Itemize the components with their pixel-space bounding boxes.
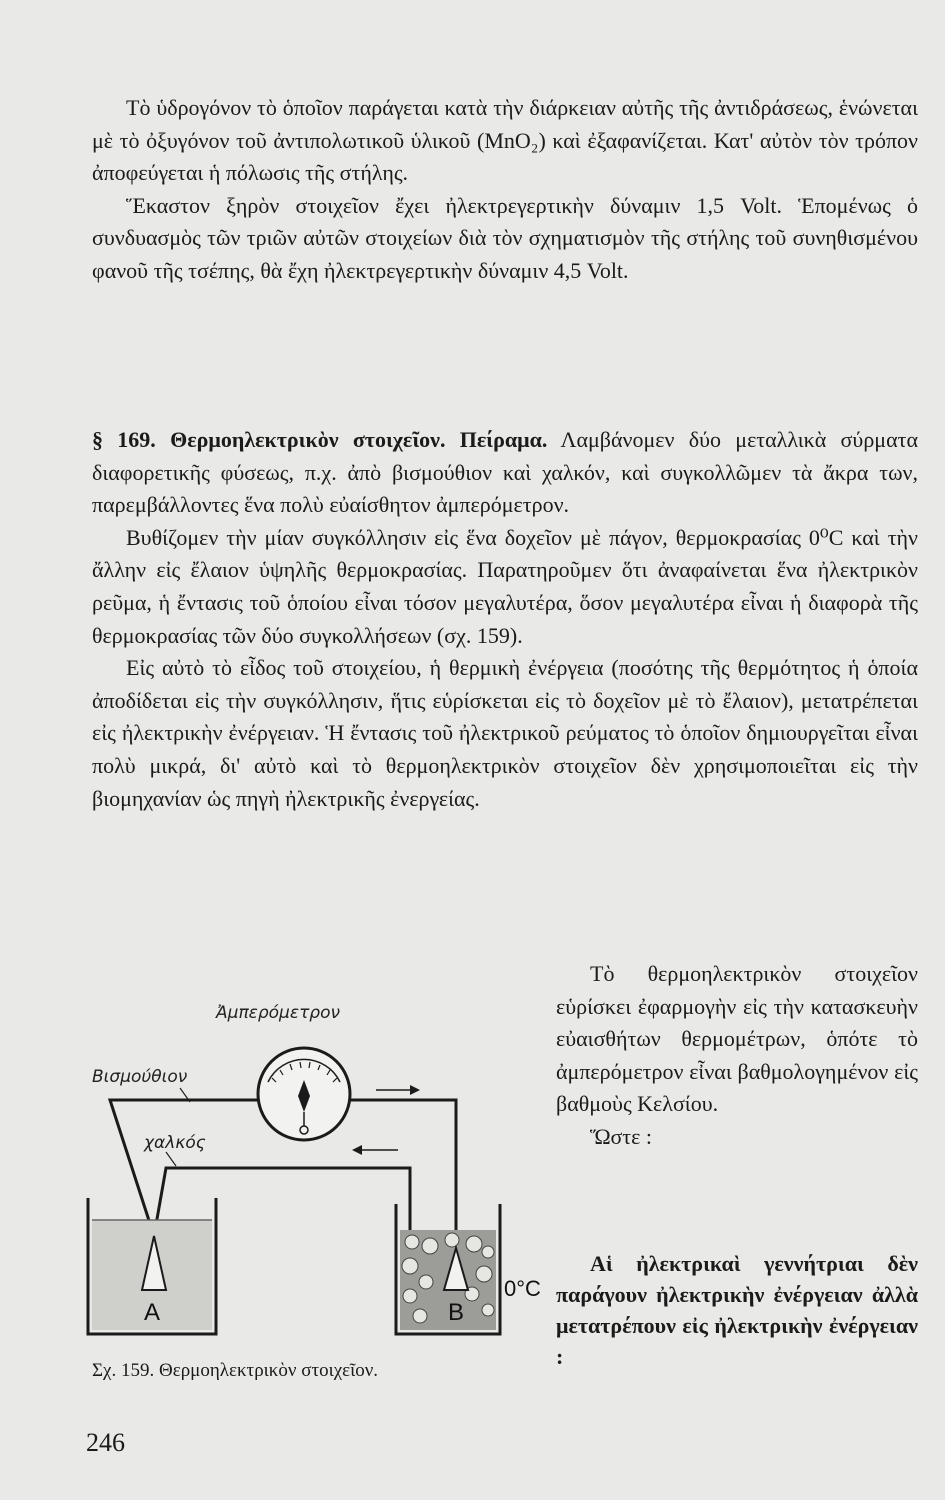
ice-beaker [396, 1204, 500, 1334]
section-169 [92, 424, 918, 815]
bold-statement-block [556, 1248, 918, 1372]
thermocouple-figure [80, 990, 550, 1360]
junction-b-label: B [448, 1299, 465, 1326]
conclusion-lead: Ὥστε : [590, 1123, 652, 1149]
junction-a-label: A [144, 1299, 161, 1326]
temperature-label: 0°C [504, 1276, 541, 1301]
bismuth-wire-right [350, 1100, 456, 1248]
ammeter-dial [258, 1048, 350, 1140]
figure-caption: Σχ. 159. Θερμοηλεκτρικὸν στοιχεῖον. [92, 1360, 379, 1381]
section-intro-text: Λαμβάνομεν δύο μεταλλικὰ σύρματα διαφορετικῆς φύσεως, π.χ. ἀπὸ βισμούθιον καὶ χαλκόν, καὶ συγκολλῶμεν τὰ ἄκρα των, παρεμβάλλοντες ἕνα πολὺ εὐαίσθητον ἀμπερόμετρον. [92, 427, 918, 518]
section-intro [92, 424, 918, 522]
page-number: 246 [86, 1428, 125, 1457]
bismuth-label: Βισμούθιον [92, 1067, 188, 1087]
ammeter-label: Ἀμπερόμετρον [216, 1003, 340, 1023]
current-arrow-bottom [352, 1145, 398, 1155]
section-heading: § 169. Θερμοηλεκτρικὸν στοιχεῖον. Πείραμα. [92, 427, 548, 452]
paragraph-application: Τὸ θερμοηλεκτρικὸν στοιχεῖον εὑρίσκει ἐφαρμογὴν εἰς τὴν κατασκευὴν εὐαισθήτων θερμομέτρων, ὁπότε τὸ ἀμπερόμετρον εἶναι βαθμολογημένον εἰς βαθμοὺς Κελσίου. [556, 961, 918, 1117]
paragraph-experiment: Βυθίζομεν τὴν μίαν συγκόλλησιν εἰς ἕνα δοχεῖον μὲ πάγον, θερμοκρασίας 0⁰C καὶ τὴν ἄλλην εἰς ἔλαιον ὑψηλῆς θερμοκρασίας. Παρατηροῦμεν ὅτι ἀναφαίνεται ἕνα ἠλεκτρικὸν ρεῦμα, ἡ ἔντασις τοῦ ὁποίου εἶναι τόσον μεγαλυτέρα, ὅσον μεγαλυτέρα εἶναι ἡ διαφορὰ τῆς θερμοκρασίας τῶν δύο συγκολλήσεων (σχ. 159). [92, 524, 918, 648]
current-arrow-top [376, 1085, 420, 1095]
copper-label: χαλκός [144, 1133, 206, 1153]
oil-beaker [88, 1198, 216, 1334]
paragraph-hydrogen: Τὸ ὑδρογόνον τὸ ὁποῖον παράγεται κατὰ τὴν διάρκειαν αὐτῆς τῆς ἀντιδράσεως, ἑνώνεται μὲ τὸ ὀξυγόνον τοῦ ἀντιπολωτικοῦ ὑλικοῦ (MnO₂) καὶ ἐξαφανίζεται. Κατ' αὐτὸν τὸν τρόπον ἀποφεύγεται ἡ πόλωσις τῆς στήλης. [92, 95, 918, 186]
body-text-top [92, 92, 918, 288]
copper-leader [166, 1152, 176, 1166]
paragraph-dry-cell: Ἕκαστον ξηρὸν στοιχεῖον ἔχει ἠλεκτρεγερτικὴν δύναμιν 1,5 Volt. Ἑπομένως ὁ συνδυασμὸς τῶν τριῶν αὐτῶν στοιχείων διὰ τὸν σχηματισμὸν τῆς στήλης τοῦ συνηθισμένου φανοῦ τῆς τσέπης, θὰ ἔχη ἠλεκτρεγερτικὴν δύναμιν 4,5 Volt. [92, 192, 918, 283]
right-column-text [556, 958, 918, 1154]
paragraph-energy: Εἰς αὐτὸ τὸ εἶδος τοῦ στοιχείου, ἡ θερμικὴ ἐνέργεια (ποσότης τῆς θερμότητος ἡ ὁποία ἀποδίδεται εἰς τὴν συγκόλλησιν, ἥτις εὑρίσκεται εἰς τὸ δοχεῖον μὲ τὸ ἔλαιον), μετατρέπεται εἰς ἠλεκτρικὴν ἐνέργειαν. Ἡ ἔντασις τοῦ ἠλεκτρικοῦ ρεύματος τὸ ὁποῖον δημιουργεῖται εἶναι πολὺ μικρά, δι' αὐτὸ καὶ τὸ θερμοηλεκτρικὸν στοιχεῖον δὲν χρησιμοποιεῖται εἰς τὴν βιομηχανίαν ὡς πηγὴ ἠλεκτρικῆς ἐνεργείας. [92, 655, 918, 811]
bold-statement: Αἱ ἠλεκτρικαὶ γεννήτριαι δὲν παράγουν ἠλεκτρικὴν ἐνέργειαν ἀλλὰ μετατρέπουν εἰς ἠλεκτρικὴν ἐνέργειαν : [556, 1251, 918, 1369]
